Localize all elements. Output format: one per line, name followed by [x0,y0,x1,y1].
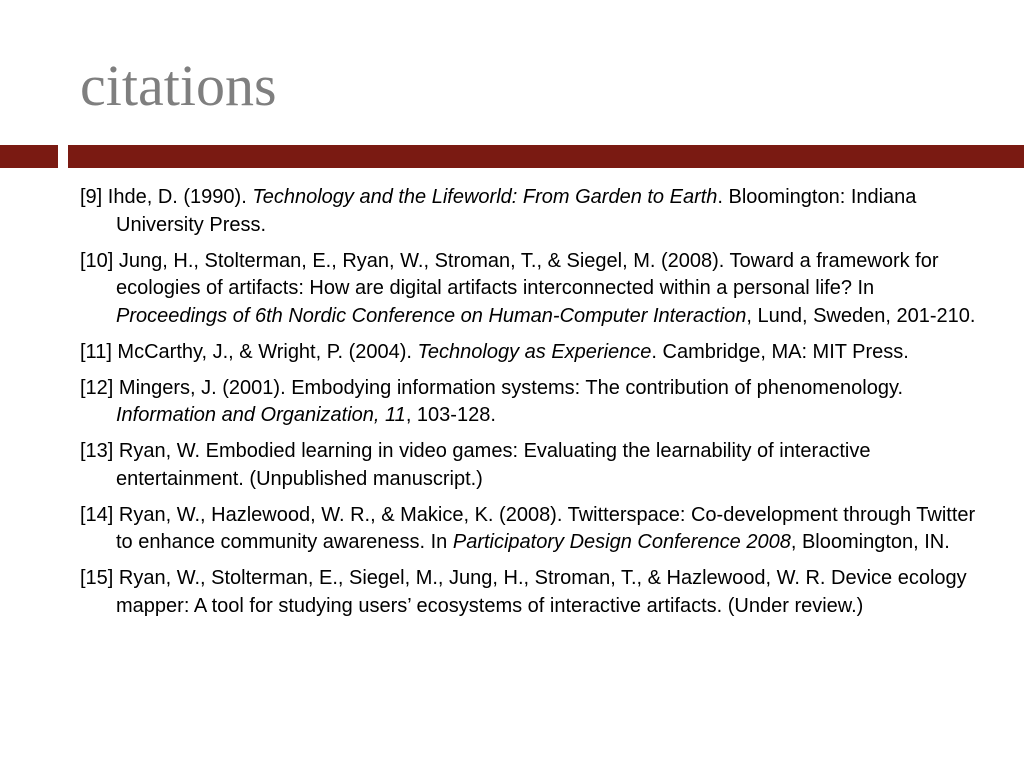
citation-text: [15] Ryan, W., Stolterman, E., Siegel, M., Jung, H., Stroman, T., & Hazlewood, W. R. Device ecology mapper: A tool for studying users’ ecosystems of interactive artifacts. (Under review.) [80,567,967,617]
title-rule-left [0,145,58,168]
citation-item [80,184,980,239]
citation-item [80,339,980,367]
citation-text: [9] Ihde, D. (1990). [80,186,253,208]
citation-text: . Cambridge, MA: MIT Press. [651,340,909,363]
citation-title: Information and Organization, 11 [116,404,406,426]
citation-text: [11] McCarthy, J., & Wright, P. (2004). [80,340,418,363]
citation-text: [13] Ryan, W. Embodied learning in video games: Evaluating the learnability of interactive entertainment. (Unpublished manuscript.) [80,440,871,490]
citation-list [80,184,980,629]
citation-item [80,438,980,493]
citation-item [80,502,980,557]
citation-text: , Bloomington, IN. [790,531,950,553]
citation-title: Participatory Design Conference 2008 [452,531,791,553]
citation-text: [10] Jung, H., Stolterman, E., Ryan, W., Stroman, T., & Siegel, M. (2008). Toward a framework for ecologies of artifacts: How are digital artifacts interconnected within a personal life? In [80,249,939,299]
citation-item [80,565,980,620]
citation-title: Technology and the Lifeworld: From Garden to Earth [252,186,718,208]
citation-text: . Bloomington: Indiana University Press. [116,186,917,236]
title-rule-right [68,145,1024,168]
citation-title: Proceedings of 6th Nordic Conference on Human-Computer Interaction [116,304,747,327]
citation-item [80,375,980,430]
citation-text: , Lund, Sweden, 201-210. [746,304,976,327]
citation-item [80,248,980,331]
slide-title: citations [80,53,277,118]
citation-text: , 103-128. [405,404,496,426]
citation-text: [14] Ryan, W., Hazlewood, W. R., & Makice, K. (2008). Twitterspace: Co-development through Twitter to enhance community awareness. In [80,503,976,553]
citation-text: [12] Mingers, J. (2001). Embodying information systems: The contribution of phenomenology. [80,376,904,399]
citation-title: Technology as Experience [417,340,652,363]
